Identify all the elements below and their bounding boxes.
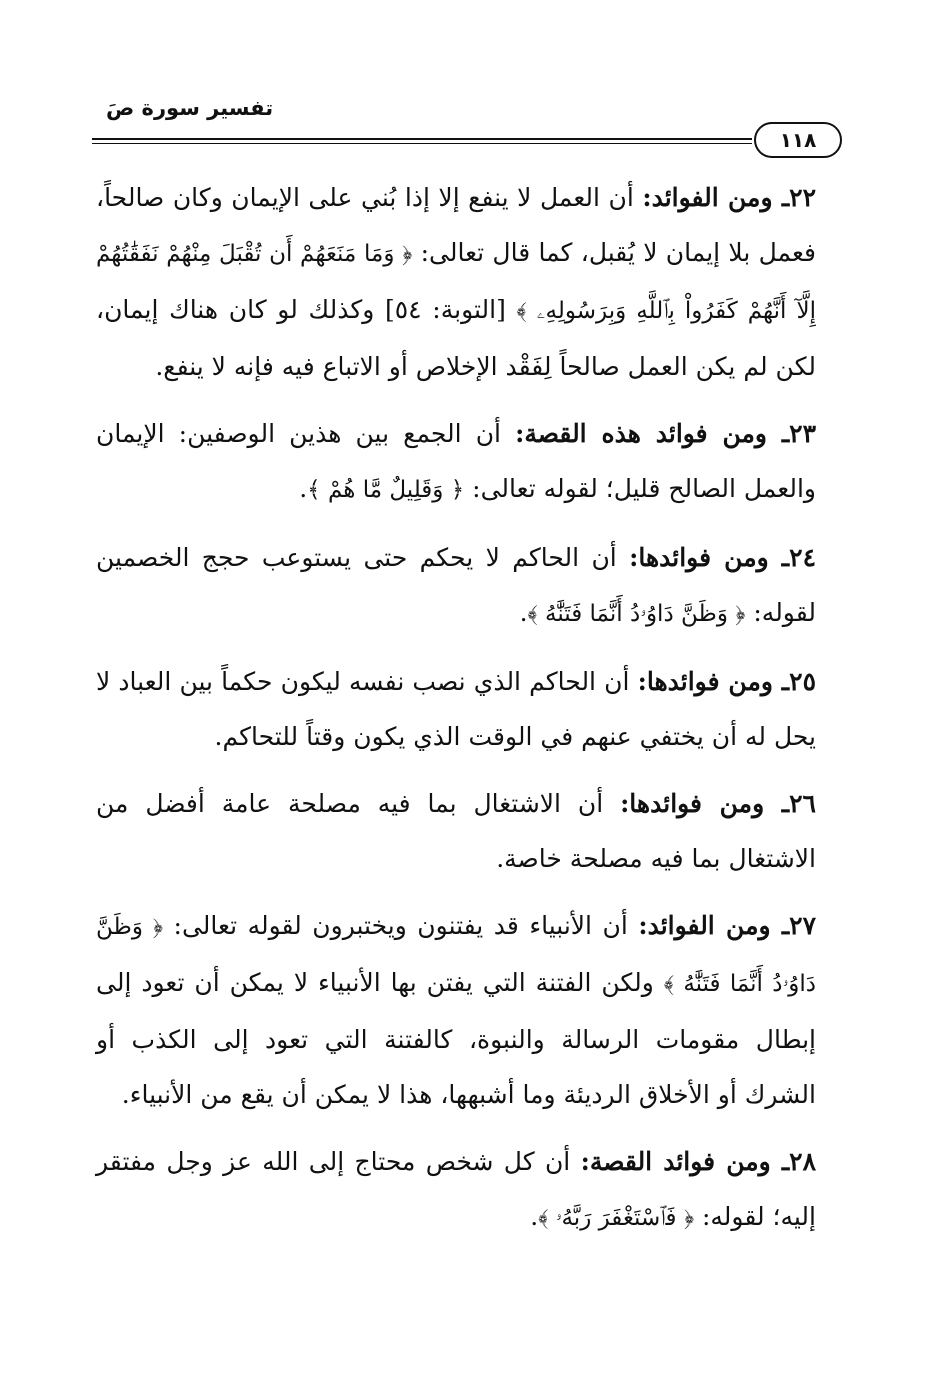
quran-quote: ﴿ فَٱسْتَغْفَرَ رَبَّهُۥ ﴾ [538,1205,695,1231]
benefit-paragraph-26 [96,776,816,886]
benefit-paragraph-25 [96,654,816,764]
quran-quote: ﴿ وَظَنَّ دَاوُۥدُ أَنَّمَا فَتَنَّٰهُ ﴾ [96,914,816,997]
paragraph-lead: ٢٢ـ ومن الفوائد: [642,183,817,212]
paragraph-text: أن الاشتغال بما فيه مصلحة عامة أفضل من الاشتغال بما فيه مصلحة خاصة. [96,789,816,873]
paragraph-text-after: . [519,598,528,627]
paragraph-text-after: . [299,474,308,503]
paragraph-text: أن الجمع بين هذين الوصفين: الإيمان والعمل الصالح قليل؛ لقوله تعالى: [96,419,816,503]
paragraph-text: أن الحاكم لا يحكم حتى يستوعب حجج الخصمين لقوله: [96,543,816,627]
paragraph-text: أن الحاكم الذي نصب نفسه ليكون حكماً بين العباد لا يحل له أن يختفي عنهم في الوقت الذي يكون وقتاً للتحاكم. [96,667,816,751]
paragraph-lead: ٢٤ـ ومن فوائدها: [629,543,816,572]
paragraph-text: أن كل شخص محتاج إلى الله عز وجل مفتقر إليه؛ لقوله: [96,1147,816,1231]
page-number: ١١٨ [754,122,842,158]
paragraph-lead: ٢٥ـ ومن فوائدها: [637,667,816,696]
paragraph-lead: ٢٦ـ ومن فوائدها: [620,789,816,818]
quran-quote: ﴿ وَقَلِيلٌ مَّا هُمْ ﴾ [307,477,465,503]
running-title: تفسير سورة صَ [106,96,274,120]
paragraph-text: أن العمل لا ينفع إلا إذا بُني على الإيمان وكان صالحاً، فعمل بلا إيمان لا يُقبل، كما قال تعالى: [96,183,816,267]
paragraph-lead: ٢٨ـ ومن فوائد القصة: [580,1147,816,1176]
benefit-paragraph-27 [96,898,816,1122]
quran-quote: ﴿ وَمَا مَنَعَهُمْ أَن تُقْبَلَ مِنْهُمْ نَفَقَٰتُهُمْ إِلَّآ أَنَّهُمْ كَفَرُواْ بِٱللَّهِ وَبِرَسُولِهِۦ ﴾ [96,241,816,324]
page-body [96,170,816,1258]
quran-quote: ﴿ وَظَنَّ دَاوُۥدُ أَنَّمَا فَتَنَّٰهُ ﴾ [527,601,746,627]
header-rule [92,138,752,144]
paragraph-lead: ٢٧ـ ومن الفوائد: [638,911,816,940]
paragraph-text: أن الأنبياء قد يفتنون ويختبرون لقوله تعالى: [163,911,639,940]
paragraph-text-after: . [530,1202,539,1231]
page-header [92,96,844,156]
paragraph-lead: ٢٣ـ ومن فوائد هذه القصة: [515,419,817,448]
benefit-paragraph-22 [96,170,816,394]
benefit-paragraph-24 [96,530,816,642]
benefit-paragraph-23 [96,406,816,518]
benefit-paragraph-28 [96,1134,816,1246]
paragraph-text-after: ولكن الفتنة التي يفتن بها الأنبياء لا يمكن أن تعود إلى إبطال مقومات الرسالة والنبوة، كالفتنة التي تعود إلى الكذب أو الشرك أو الأخلاق الرديئة وما أشبهها، هذا لا يمكن أن يقع من الأنبياء. [96,968,816,1109]
paragraph-text-after: [التوبة: ٥٤] وكذلك لو كان هناك إيمان، لكن لم يكن العمل صالحاً لِفَقْد الإخلاص أو الاتباع فيه فإنه لا ينفع. [96,295,816,381]
